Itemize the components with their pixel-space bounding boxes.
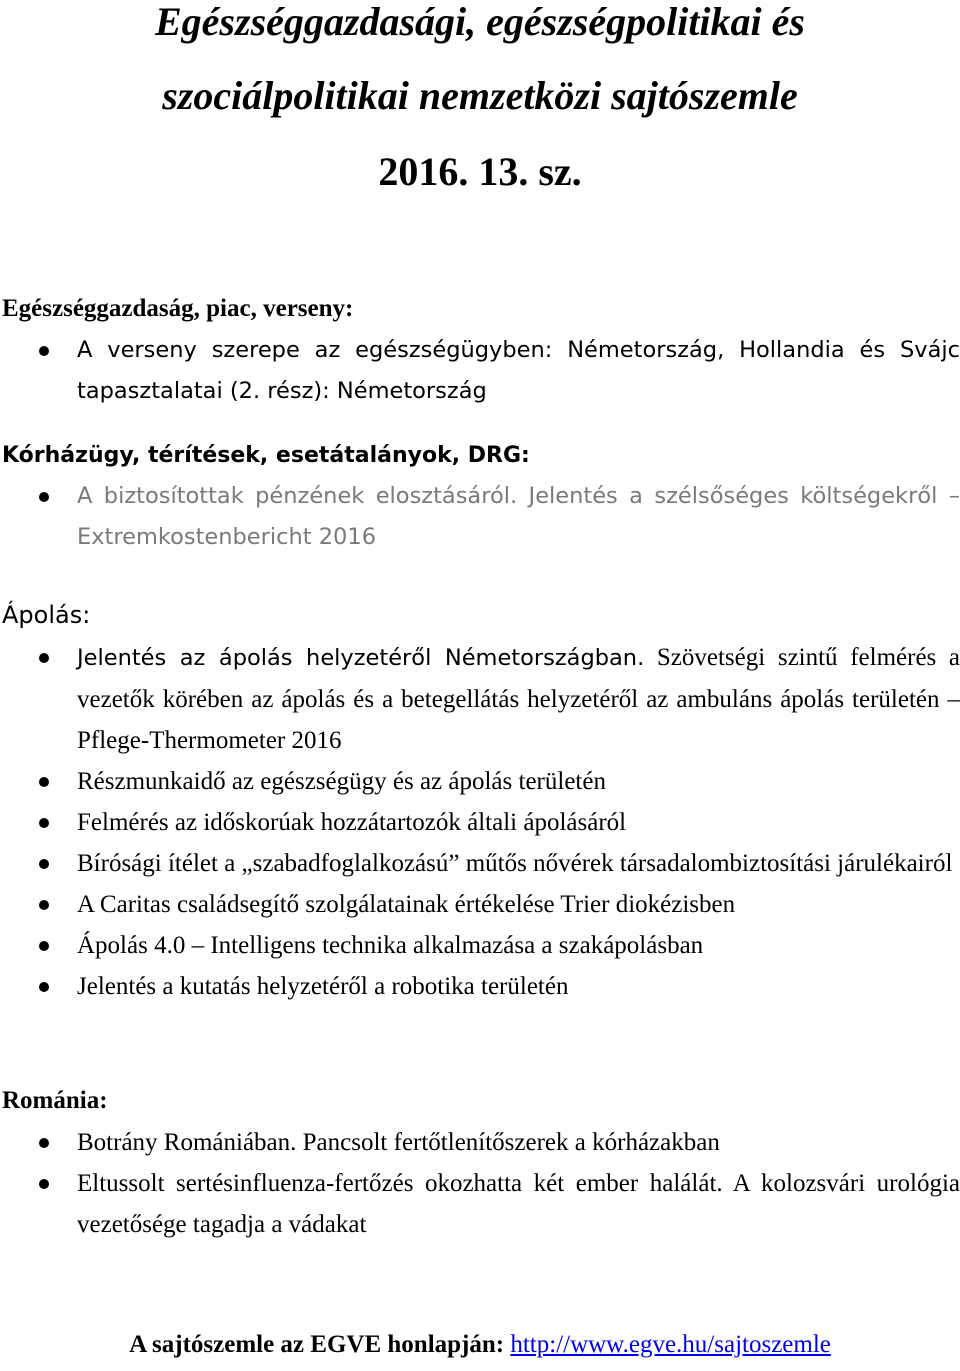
list-item: [0, 884, 960, 925]
section-list-care: [0, 637, 960, 1007]
section-list-romania: [0, 1122, 960, 1245]
section-heading-romania: Románia:: [2, 1087, 108, 1114]
list-item: [0, 330, 960, 412]
list-item-text: Jelentés a kutatás helyzetéről a robotika területén: [77, 973, 569, 1000]
section-heading-care: Ápolás:: [2, 601, 91, 629]
footer-label: A sajtószemle az EGVE honlapján:: [129, 1331, 505, 1358]
list-item-text: Bírósági ítélet a „szabadfoglalkozású” műtős nővérek társadalombiztosítási járulékairól: [77, 850, 953, 877]
homepage-link[interactable]: http://www.egve.hu/sajtoszemle: [510, 1331, 831, 1358]
bullet-icon: [39, 492, 49, 502]
bullet-icon: [39, 653, 49, 663]
bullet-icon: [39, 818, 49, 828]
list-item-text: A biztosítottak pénzének elosztásáról.: [77, 483, 518, 509]
list-item-text: A verseny szerepe az egészségügyben: Németország, Hollandia és Svájc tapasztalatai (2. rész): Németország: [77, 337, 960, 404]
bullet-icon: [39, 1138, 49, 1148]
list-item-text: Botrány Romániában. Pancsolt fertőtlenítőszerek a kórházakban: [77, 1129, 720, 1156]
bullet-icon: [39, 900, 49, 910]
list-item-text: Felmérés az időskorúak hozzátartozók általi ápolásáról: [77, 809, 627, 836]
bullet-icon: [39, 1179, 49, 1189]
footer: [0, 1327, 960, 1363]
bullet-icon: [39, 777, 49, 787]
list-item-text: Eltussolt sertésinfluenza-fertőzés okozhatta két ember halálát. A kolozsvári urológia vezetősége tagadja a vádakat: [77, 1170, 960, 1238]
list-item: [0, 1122, 960, 1163]
document-title-line-1: Egészséggazdasági, egészségpolitikai és: [155, 0, 805, 44]
list-item-text: Jelentés az ápolás helyzetéről Németországban.: [77, 645, 645, 671]
bullet-icon: [39, 982, 49, 992]
list-item: [0, 1163, 960, 1245]
list-item-text: Ápolás 4.0 – Intelligens technika alkalmazása a szakápolásban: [77, 932, 704, 959]
list-item: [0, 476, 960, 558]
document-title-line-2: szociálpolitikai nemzetközi sajtószemle: [162, 73, 798, 118]
list-item: [0, 761, 960, 802]
list-item-text: A Caritas családsegítő szolgálatainak értékelése Trier diokézisben: [77, 891, 736, 918]
bullet-icon: [39, 346, 49, 356]
list-item: [0, 637, 960, 761]
list-item: [0, 843, 960, 884]
section-list-economy: [0, 330, 960, 412]
list-item-subtext: Jelentés a szélsőséges költségekről – Extremkostenbericht 2016: [77, 483, 960, 550]
section-list-hospital: [0, 476, 960, 558]
bullet-icon: [39, 941, 49, 951]
bullet-icon: [39, 859, 49, 869]
issue-number: 2016. 13. sz.: [378, 149, 582, 194]
list-item: [0, 966, 960, 1007]
list-item: [0, 802, 960, 843]
section-heading-economy: Egészséggazdaság, piac, verseny:: [2, 295, 354, 322]
list-item-subtext: Szövetségi szintű felmérés a vezetők körében az ápolás és a betegellátás helyzetéről az ambuláns ápolás területén – Pflege-Thermometer 2016: [77, 644, 960, 754]
list-item: [0, 925, 960, 966]
list-item-text: Részmunkaidő az egészségügy és az ápolás területén: [77, 768, 606, 795]
section-heading-hospital: Kórházügy, térítések, esetátalányok, DRG:: [2, 443, 530, 468]
